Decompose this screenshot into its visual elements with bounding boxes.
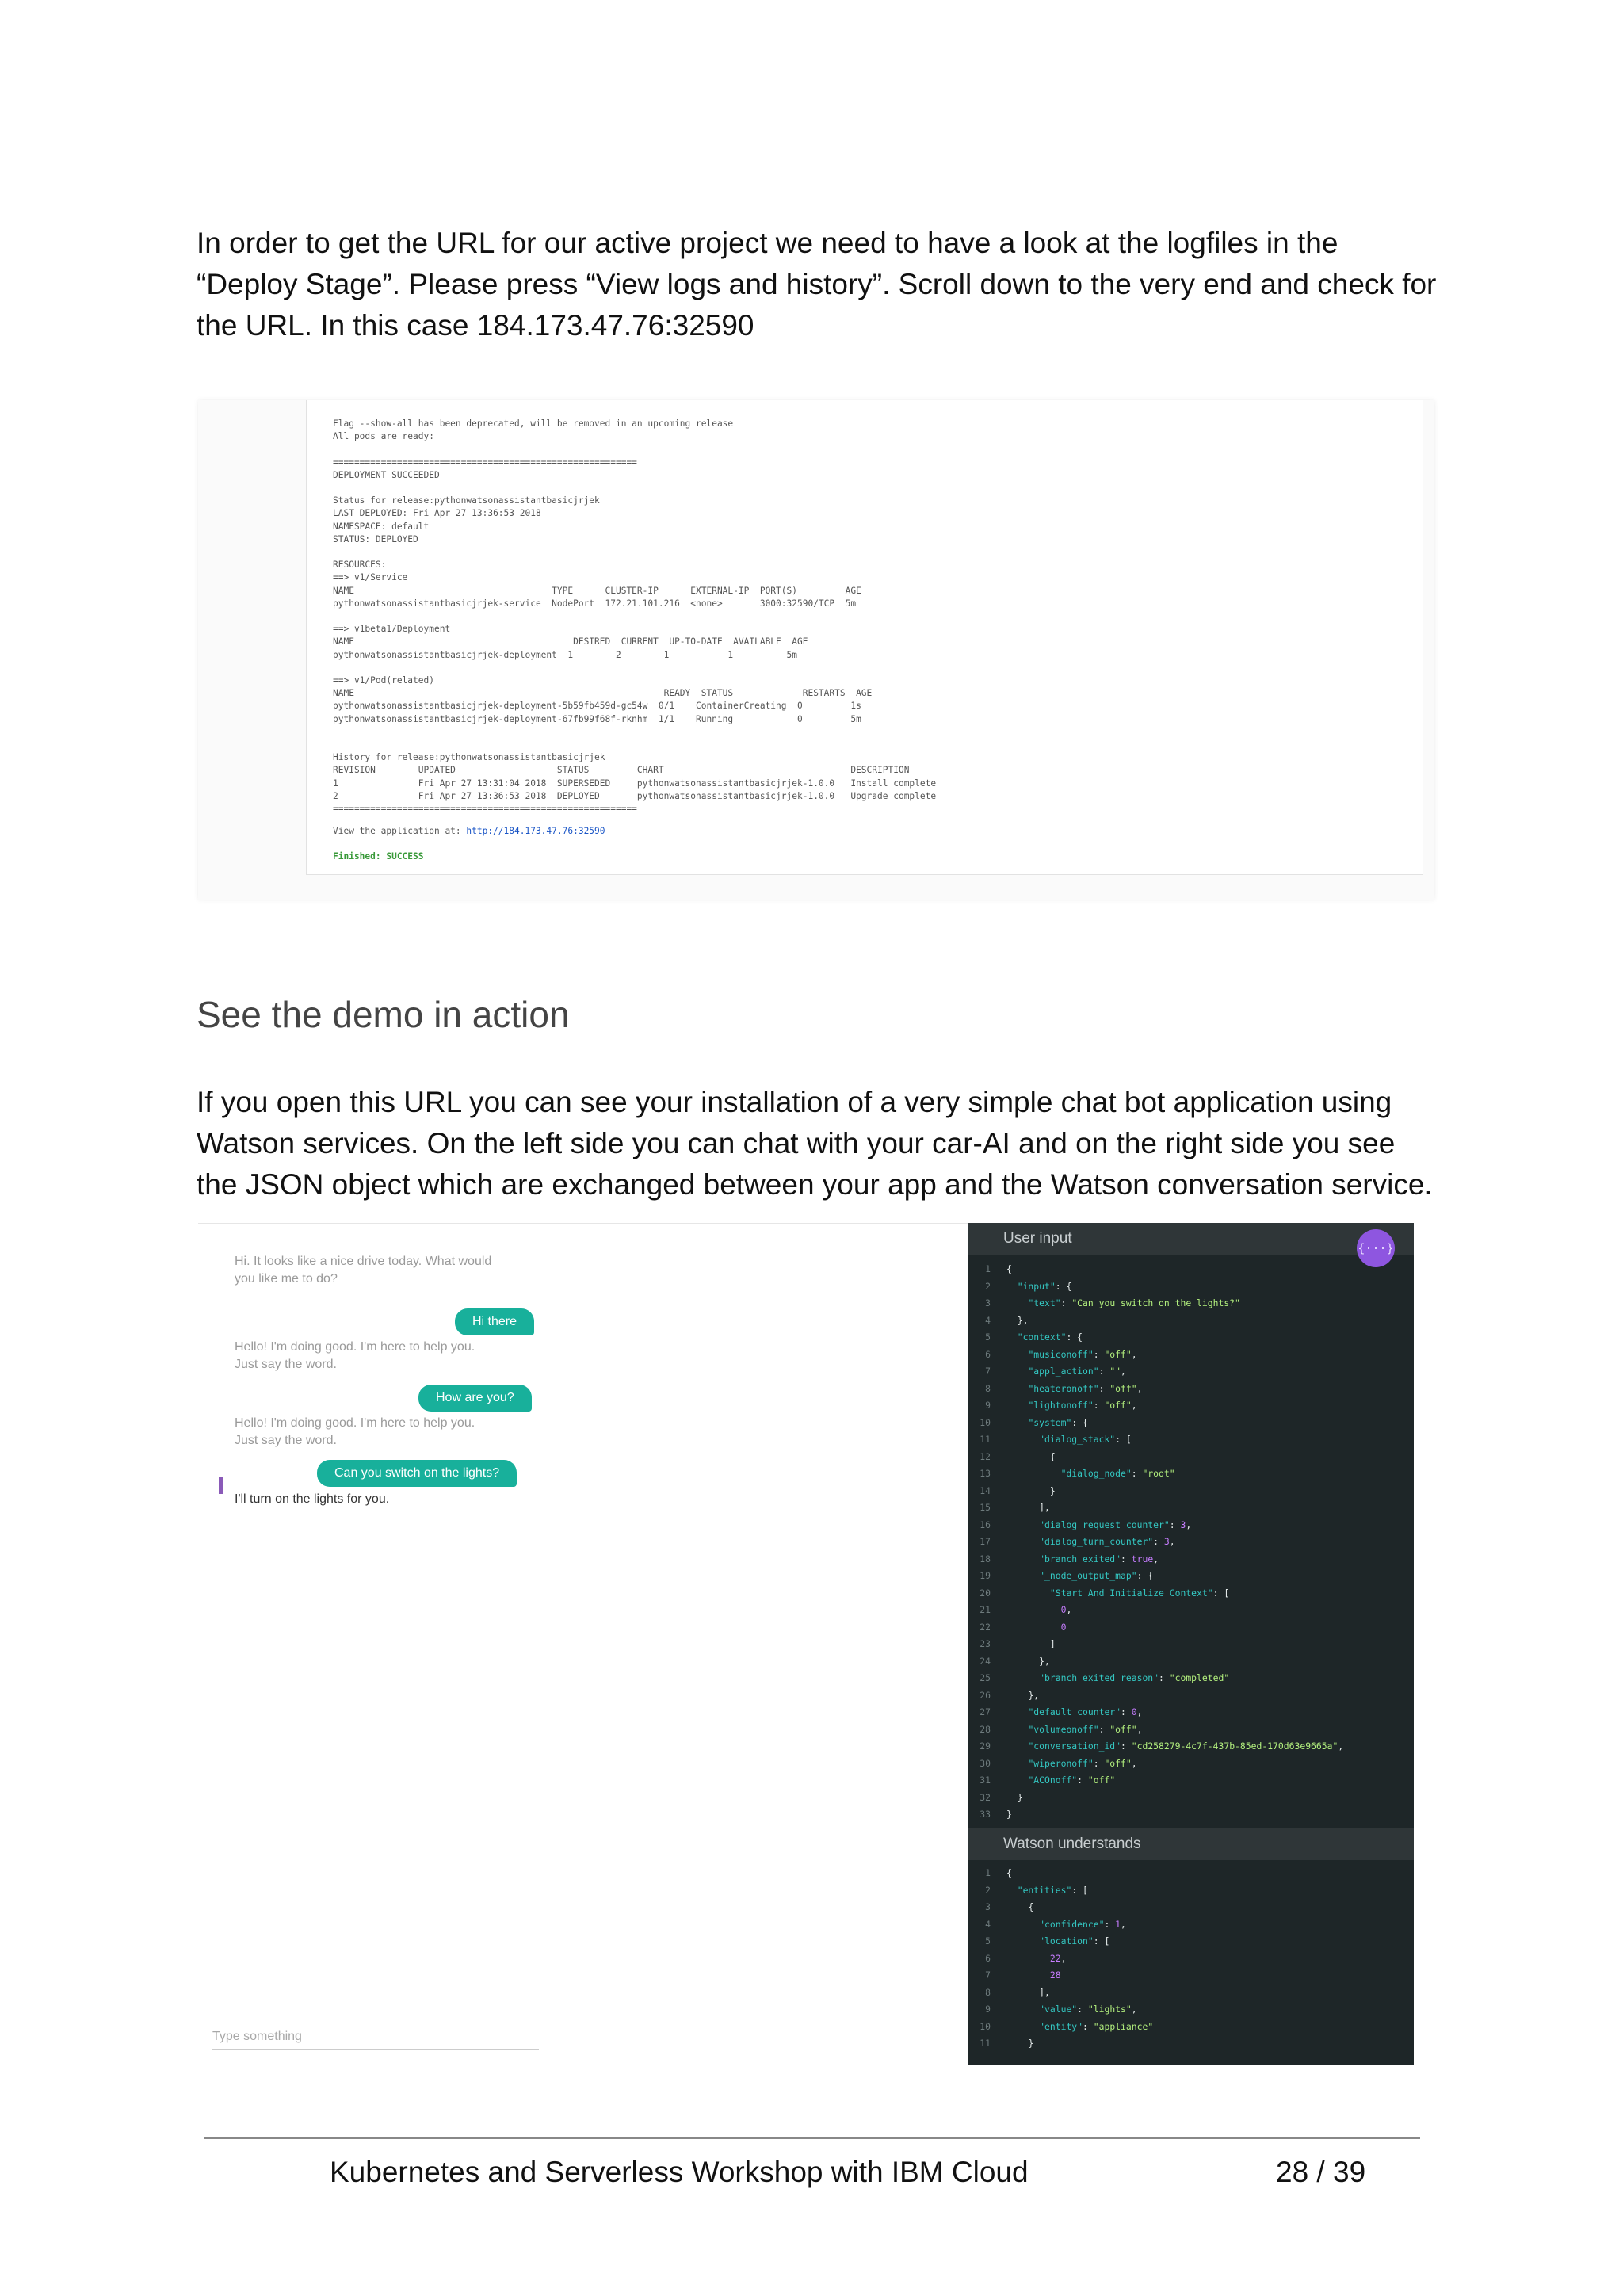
line-number: 15 [980, 1502, 991, 1513]
line-number: 25 [980, 1672, 991, 1683]
deploy-log-screenshot [198, 400, 1434, 900]
line-number: 3 [985, 1901, 991, 1912]
line-number: 6 [985, 1348, 991, 1360]
application-url-link[interactable]: http://184.173.47.76:32590 [466, 826, 605, 836]
demo-paragraph: If you open this URL you can see your installation of a very simple chat bot application using Watson services. On the left side you can chat with your car-AI and on the right side you see the JSON object which are exchanged between your app and the Watson conversation service. [197, 1086, 1433, 1201]
footer-divider [204, 2137, 1420, 2139]
watson-understands-header: Watson understands [968, 1828, 1414, 1860]
line-number: 33 [980, 1809, 991, 1820]
line-number: 4 [985, 1314, 991, 1326]
line-number: 26 [980, 1689, 991, 1701]
chat-message-input[interactable] [212, 2025, 539, 2050]
demo-app-screenshot [198, 1223, 1414, 2065]
line-number: 23 [980, 1638, 991, 1649]
line-number: 4 [985, 1918, 991, 1930]
line-number: 17 [980, 1536, 991, 1547]
line-number: 29 [980, 1740, 991, 1752]
line-number: 31 [980, 1775, 991, 1786]
footer-title: Kubernetes and Serverless Workshop with IBM Cloud [330, 2156, 1029, 2188]
line-number: 11 [980, 2038, 991, 2049]
line-number: 21 [980, 1604, 991, 1615]
bot-message: Hello! I'm doing good. I'm here to help you. Just say the word. [235, 1340, 475, 1371]
chat-panel [198, 1223, 968, 2066]
json-view-icon[interactable]: {···} [1357, 1229, 1395, 1267]
line-number: 16 [980, 1519, 991, 1530]
line-number: 12 [980, 1450, 991, 1462]
watson-understands-json: 1 { 2 "entities": [ 3 { 4 "confidence": 1, 5 "location": [ 6 22, 7 28 8 ], 9 "value": "lights", 10 "entity": "appliance" 11 } [968, 1865, 1414, 2053]
line-number: 9 [985, 1400, 991, 1411]
deploy-log-output: Flag --show-all has been deprecated, will be removed in an upcoming release All pods are ready: ========================================================= DEPLOYMENT SUCCEEDED Status for release:pythonwatsonassistantbasicjrjek LAST DEPLOYED: Fri Apr 27 13:36:53 2018 NAMESPACE: default STATUS: DEPLOYED RESOURCES: ==> v1/Service NAME TYPE CLUSTER-IP EXTERNAL-IP PORT(S) AGE pythonwatsonassistantbasicjrjek-service NodePort 172.21.101.216 <none> 3000:32590/TCP 5m ==> v1beta1/Deployment NAME DESIRED CURRENT UP-TO-DATE AVAILABLE AGE pythonwatsonassistantbasicjrjek-deployment 1 2 1 1 5m ==> v1/Pod(related) NAME READY STATUS RESTARTS AGE pythonwatsonassistantbasicjrjek-deployment-5b59fb459d-gc54w 0/1 ContainerCreating 0 1s pythonwatsonassistantbasicjrjek-deployment-67fb99f68f-rknhm 1/1 Running 0 5m History for release:pythonwatsonassistantbasicjrjek REVISION UPDATED STATUS CHART DESCRIPTION 1 Fri Apr 27 13:31:04 2018 SUPERSEDED pythonwatsonassistantbasicjrjek-1.0.0 Install complete 2 Fri Apr 27 13:36:53 2018 DEPLOYED pythonwatsonassistantbasicjrjek-1.0.0 Upgrade complete ========================================================= [333, 418, 937, 815]
line-number: 22 [980, 1621, 991, 1633]
line-number: 24 [980, 1655, 991, 1667]
line-number: 8 [985, 1382, 991, 1394]
line-number: 7 [985, 1366, 991, 1377]
line-number: 5 [985, 1935, 991, 1946]
bot-message-latest: I'll turn on the lights for you. [235, 1492, 390, 1506]
log-finished-status: Finished: SUCCESS [333, 851, 424, 861]
section-heading: See the demo in action [197, 994, 570, 1035]
line-number: 2 [985, 1280, 991, 1292]
log-view-prefix: View the application at: [333, 826, 467, 836]
line-number: 10 [980, 1416, 991, 1428]
line-number: 19 [980, 1570, 991, 1581]
line-number: 14 [980, 1484, 991, 1496]
line-number: 27 [980, 1706, 991, 1717]
line-number: 13 [980, 1468, 991, 1479]
user-message: Can you switch on the lights? [317, 1460, 517, 1487]
line-number: 28 [980, 1723, 991, 1735]
line-number: 30 [980, 1757, 991, 1769]
line-number: 3 [985, 1297, 991, 1308]
line-number: 5 [985, 1331, 991, 1343]
user-input-json: 1 { 2 "input": { 3 "text": "Can you switch on the lights?" 4 }, 5 "context": { 6 "musiconoff": "off", 7 "appl_action": "", 8 "heateronoff": "off", 9 "lightonoff": "off", 10 "system": { 11 "dialog_stack": [ 12 { 13 "dialog_node": "root" 14 } 15 ], 16 "dialog_request_counter": 3, 17 "dialog_turn_counter": 3, 18 "branch_exited": true, 19 "_node_output_map": { 20 "Start And Initialize Context": [ 21 0, 22 0 23 ] 24 }, 25 "branch_exited_reason": "completed" 26 }, 27 "default_counter": 0, 28 "volumeonoff": "off", 29 "conversation_id": "cd258279-4c7f-437b-85ed-170d63e9665a", 30 "wiperonoff": "off", 31 "ACOnoff": "off" 32 } 33 } [968, 1261, 1414, 1824]
user-input-header: User input [968, 1223, 1414, 1255]
log-view-line [333, 825, 605, 838]
line-number: 18 [980, 1553, 991, 1564]
line-number: 1 [985, 1263, 991, 1274]
line-number: 11 [980, 1434, 991, 1445]
line-number: 32 [980, 1791, 991, 1803]
bot-message: Hi. It looks like a nice drive today. What would you like me to do? [235, 1255, 492, 1286]
bot-message: Hello! I'm doing good. I'm here to help you. Just say the word. [235, 1416, 475, 1447]
line-number: 6 [985, 1952, 991, 1964]
line-number: 8 [985, 1986, 991, 1998]
line-number: 20 [980, 1587, 991, 1599]
line-number: 10 [980, 2020, 991, 2032]
intro-paragraph: In order to get the URL for our active project we need to have a look at the logfiles in the “Deploy Stage”. Please press “View logs and history”. Scroll down to the very end and check for the URL. In this case 184.173.47.76:32590 [197, 227, 1437, 342]
json-panel [968, 1223, 1414, 2065]
line-number: 1 [985, 1867, 991, 1878]
user-message: Hi there [455, 1308, 534, 1335]
line-number: 2 [985, 1884, 991, 1896]
line-number: 9 [985, 2004, 991, 2015]
active-message-marker [219, 1477, 223, 1494]
page-number: 28 / 39 [1276, 2156, 1366, 2188]
user-message: How are you? [418, 1385, 532, 1412]
line-number: 7 [985, 1969, 991, 1981]
